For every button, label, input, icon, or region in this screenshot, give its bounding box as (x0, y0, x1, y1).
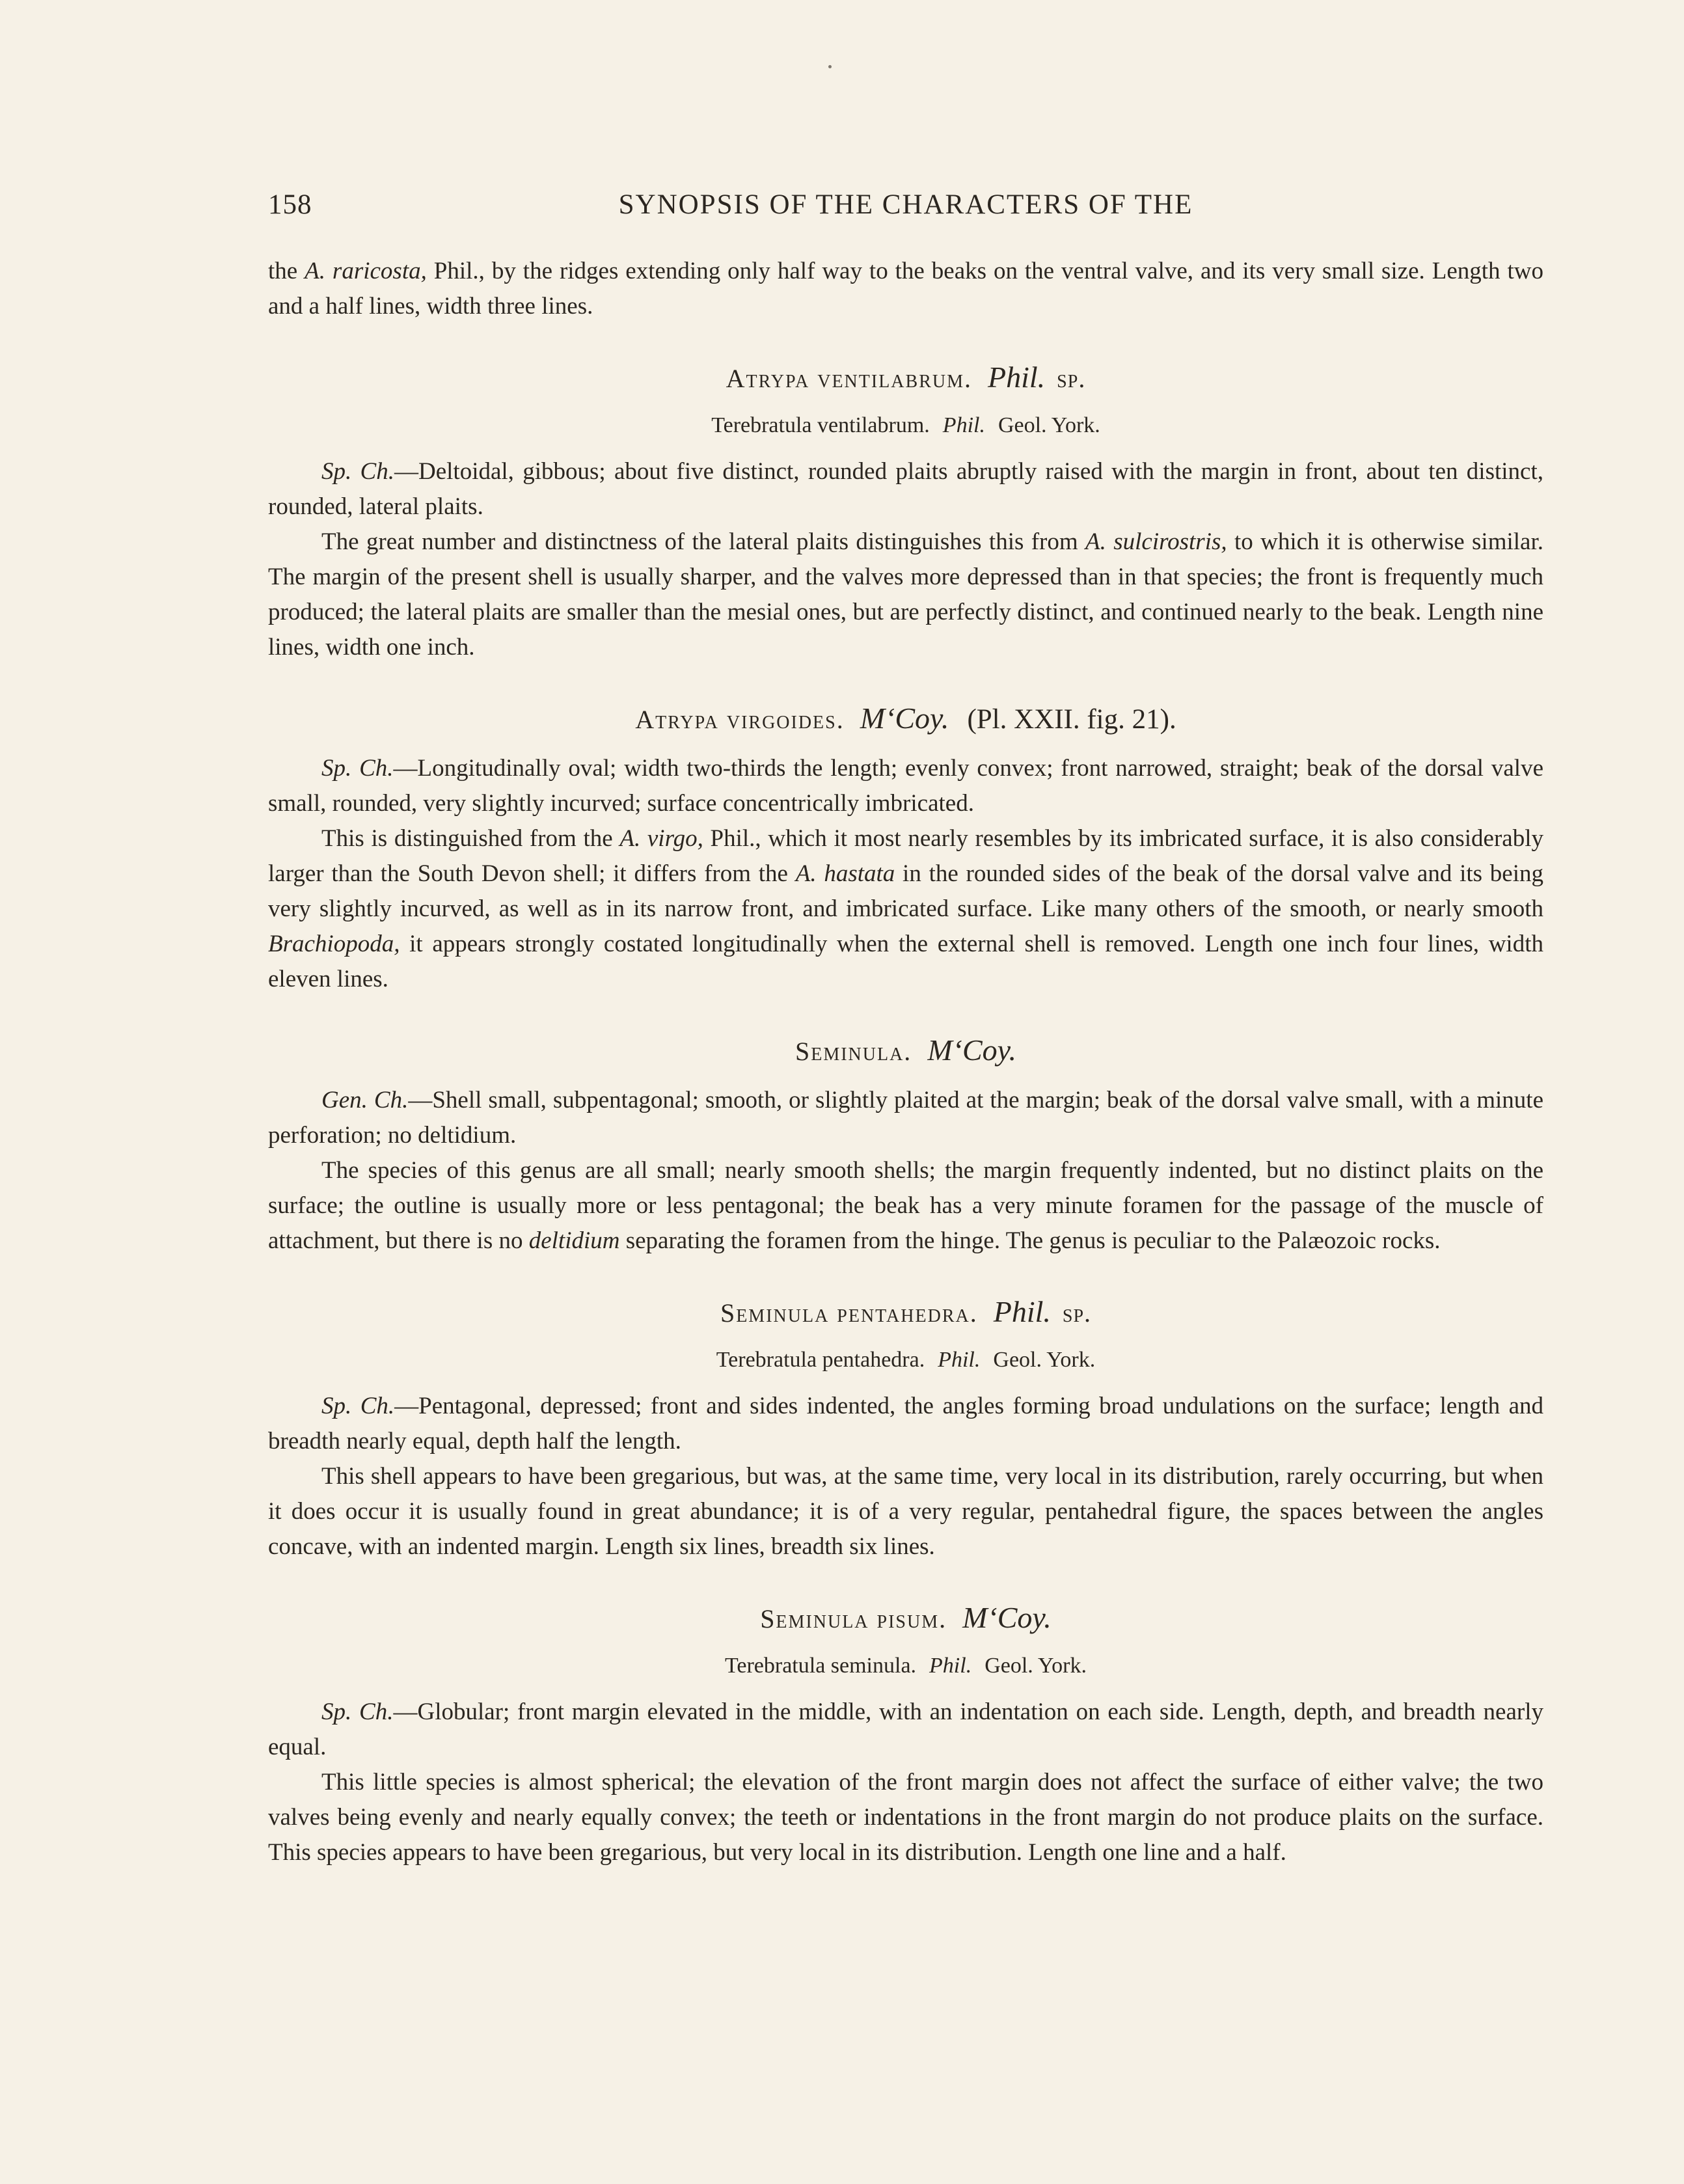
characters-label: Sp. Ch. (321, 755, 394, 782)
characters-text: —Longitudinally oval; width two-thirds the length; evenly convex; front narrowed, straight; beak of the dorsal valve small, rounded, very slightly incurved; surface concentrically imbricated. (268, 755, 1543, 817)
page-number: 158 (268, 189, 312, 220)
species-characters (268, 751, 1543, 821)
species-author: M‘Coy. (962, 1601, 1052, 1634)
species-description (268, 821, 1543, 997)
species-name: Atrypa virgoides. (635, 705, 845, 734)
description-text: The species of this genus are all small; nearly smooth shells; the margin frequently indented, but no distinct plaits on the surface; the outline is usually more or less pentagonal; the beak has a very minute foramen for the passage of the muscle of attachment, but there is no (268, 1157, 1543, 1254)
species-name: Atrypa ventilabrum. (726, 364, 972, 393)
synonym-name: Terebratula pentahedra. (716, 1348, 925, 1372)
species-heading-virgoides (268, 699, 1543, 739)
intro-paragraph (268, 254, 1543, 324)
species-characters (268, 1389, 1543, 1459)
synonym-line (268, 1650, 1543, 1682)
description-text: to which it is otherwise similar. The margin of the present shell is usually sharper, and the valves more depressed than in that species; the front is frequently much produced; the lateral plaits are smaller than the mesial ones, but are perfectly distinct, and continued nearly to the beak. Length nine lines, width one inch. (268, 528, 1543, 661)
intro-text-1: the (268, 258, 305, 284)
description-term: deltidium (528, 1227, 620, 1254)
species-author: Phil. (993, 1295, 1051, 1328)
species-author: M‘Coy. (860, 702, 949, 735)
characters-label: Gen. Ch. (321, 1087, 409, 1113)
characters-label: Sp. Ch. (321, 458, 394, 485)
species-characters (268, 454, 1543, 525)
species-name: Seminula pentahedra. (720, 1298, 978, 1328)
species-heading-pisum (268, 1598, 1543, 1639)
species-characters (268, 1695, 1543, 1765)
genus-description (268, 1153, 1543, 1259)
synonym-name: Terebratula seminula. (724, 1654, 917, 1678)
species-name: Seminula pisum. (760, 1604, 947, 1633)
description-taxon: Brachiopoda, (268, 931, 400, 957)
synonym-reference: Geol. York. (985, 1654, 1087, 1678)
genus-characters (268, 1083, 1543, 1153)
paper-speck (828, 65, 832, 68)
description-text: The great number and distinctness of the lateral plaits distinguishes this from (321, 528, 1086, 555)
characters-text: —Shell small, subpentagonal; smooth, or slightly plaited at the margin; beak of the dorsal valve small, with a minute perforation; no deltidium. (268, 1087, 1543, 1149)
description-text: it appears strongly costated longitudinally when the external shell is removed. Length one inch four lines, width eleven lines. (268, 931, 1543, 992)
species-description: This shell appears to have been gregarious, but was, at the same time, very local in its distribution, rarely occurring, but when it does occur it is usually found in great abundance; it is of a very regular, pentahedral figure, the spaces between the angles concave, with an indented margin. Length six lines, breadth six lines. (268, 1463, 1543, 1560)
page (268, 189, 1543, 1946)
description-taxon: A. sulcirostris, (1085, 528, 1227, 555)
characters-text: —Globular; front margin elevated in the middle, with an indentation on each side. Length, depth, and breadth nearly equal. (268, 1699, 1543, 1760)
running-head (268, 189, 1543, 228)
species-heading-ventilabrum (268, 358, 1543, 398)
synonym-reference: Geol. York. (993, 1348, 1096, 1372)
synonym-author: Phil. (942, 413, 985, 437)
characters-text: —Deltoidal, gibbous; about five distinct, rounded plaits abruptly raised with the margin in front, about ten distinct, rounded, lateral plaits. (268, 458, 1543, 520)
description-text: separating the foramen from the hinge. The genus is peculiar to the Palæozoic rocks. (619, 1227, 1441, 1254)
synonym-author: Phil. (938, 1348, 981, 1372)
plate-reference: (Pl. XXII. fig. 21). (967, 704, 1176, 735)
intro-text-2: Phil., by the ridges extending only half way to the beaks on the ventral valve, and its very small size. Length two and a half lines, width three lines. (268, 258, 1543, 320)
description-text: This is distinguished from the (321, 825, 620, 852)
genus-heading-seminula (268, 1031, 1543, 1071)
species-suffix: sp. (1057, 364, 1086, 393)
genus-author: M‘Coy. (927, 1033, 1017, 1067)
running-title: SYNOPSIS OF THE CHARACTERS OF THE (618, 189, 1193, 220)
description-taxon: A. hastata (795, 860, 895, 887)
characters-label: Sp. Ch. (321, 1699, 394, 1725)
characters-label: Sp. Ch. (321, 1393, 395, 1419)
synonym-line (268, 1345, 1543, 1376)
description-taxon: A. virgo, (619, 825, 703, 852)
synonym-line (268, 410, 1543, 441)
species-suffix: sp. (1062, 1298, 1092, 1328)
synonym-reference: Geol. York. (998, 413, 1100, 437)
genus-name: Seminula. (794, 1037, 912, 1066)
intro-taxon: A. raricosta, (305, 258, 427, 284)
species-author: Phil. (988, 361, 1046, 394)
description-text: Phil., which it most nearly resembles by its imbricated surface, it is also considerably larger than the South Devon shell; it differs from the (268, 825, 1543, 887)
characters-text: —Pentagonal, depressed; front and sides indented, the angles forming broad undulations on the surface; length and breadth nearly equal, depth half the length. (268, 1393, 1543, 1454)
species-description (268, 525, 1543, 665)
species-heading-pentahedra (268, 1292, 1543, 1333)
synonym-author: Phil. (929, 1654, 972, 1678)
description-text: in the rounded sides of the beak of the dorsal valve and its being very slightly incurved, as well as in its narrow front, and imbricated surface. Like many others of the smooth, or nearly smooth (268, 860, 1544, 922)
synonym-name: Terebratula ventilabrum. (711, 413, 930, 437)
species-description: This little species is almost spherical; the elevation of the front margin does not affect the surface of either valve; the two valves being evenly and nearly equally convex; the teeth or indentations in the front margin do not produce plaits on the surface. This species appears to have been gregarious, but very local in its distribution. Length one line and a half. (268, 1769, 1543, 1866)
